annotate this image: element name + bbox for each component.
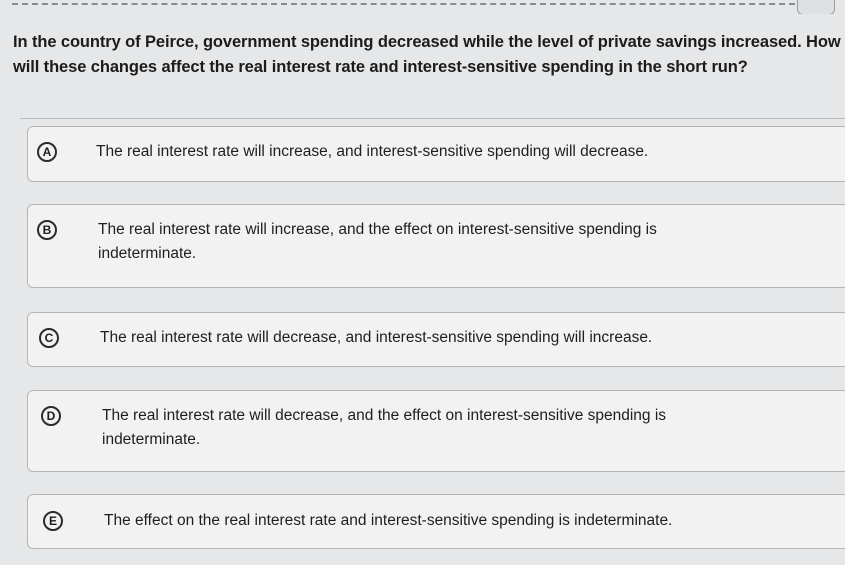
answer-option-c[interactable] — [27, 312, 845, 367]
option-text-c-line-1: The real interest rate will decrease, and interest-sensitive spending will increase. — [100, 329, 653, 346]
option-text-e — [104, 509, 672, 533]
answer-option-e[interactable] — [27, 494, 845, 549]
question-divider — [20, 118, 845, 119]
question-line-1: In the country of Peirce, government spending decreased while the level of private savings increased. How — [13, 33, 841, 51]
answer-option-a[interactable] — [27, 126, 845, 182]
option-letter-b: B — [37, 220, 57, 240]
option-text-d-line-1: The real interest rate will decrease, and the effect on interest-sensitive spending is — [102, 407, 667, 424]
option-letter-a: A — [37, 142, 57, 162]
option-text-b — [98, 218, 758, 266]
option-letter-e: E — [43, 511, 63, 531]
option-text-d-line-2: indeterminate. — [102, 431, 201, 448]
option-text-d — [102, 404, 762, 452]
option-text-c — [100, 326, 652, 350]
top-toolbar-edge — [0, 0, 845, 14]
answer-option-d[interactable] — [27, 390, 845, 472]
question-prompt — [13, 30, 845, 80]
toolbar-tab[interactable] — [797, 0, 835, 14]
option-letter-d: D — [41, 406, 61, 426]
question-line-2: will these changes affect the real interest rate and interest-sensitive spending in the short run? — [13, 58, 748, 76]
option-text-a-line-1: The real interest rate will increase, and interest-sensitive spending will decrease. — [96, 143, 649, 160]
option-text-a — [96, 140, 648, 164]
dashed-divider — [12, 3, 805, 5]
option-letter-c: C — [39, 328, 59, 348]
answer-option-b[interactable] — [27, 204, 845, 288]
option-text-b-line-2: indeterminate. — [98, 245, 197, 262]
option-text-b-line-1: The real interest rate will increase, and the effect on interest-sensitive spending is — [98, 221, 657, 238]
option-text-e-line-1: The effect on the real interest rate and interest-sensitive spending is indeterminate. — [104, 512, 673, 529]
